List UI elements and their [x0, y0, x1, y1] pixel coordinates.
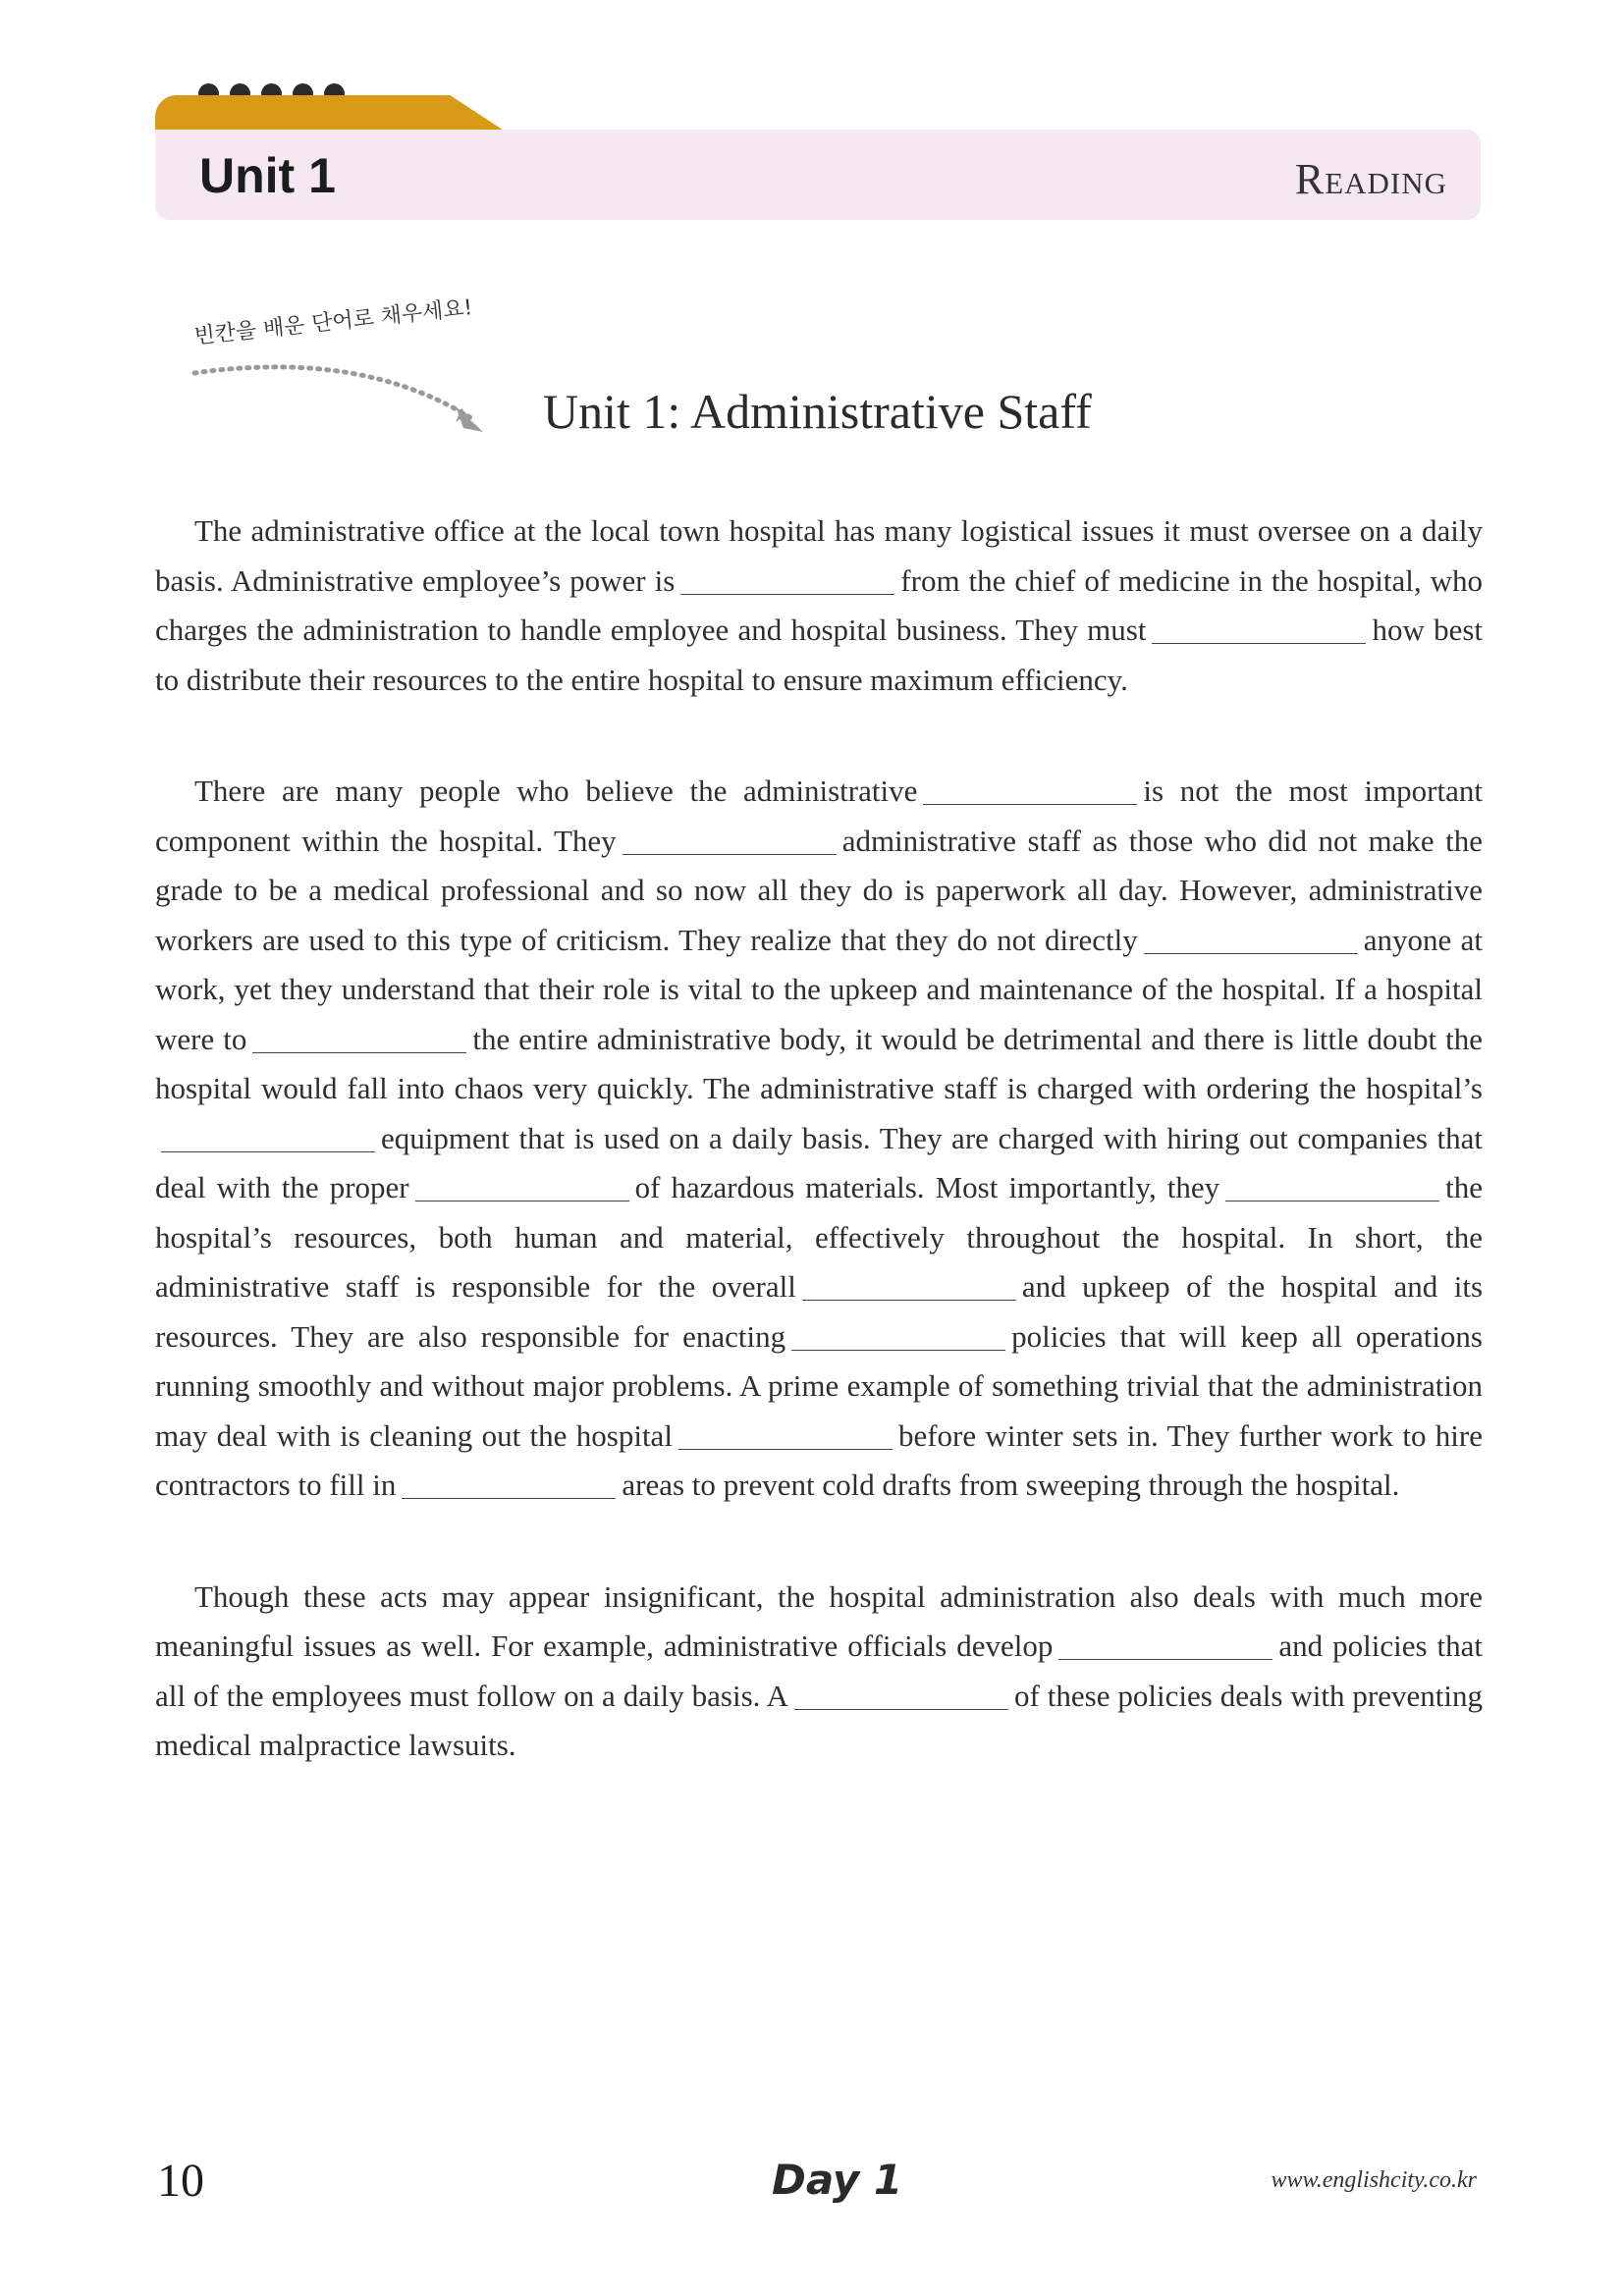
- fill-in-blank[interactable]: [415, 1170, 629, 1201]
- day-label: Day 1: [772, 2156, 903, 2204]
- text-segment: how best to distribute their resources to the entire hospital to ensure maximum efficiency.: [155, 613, 1484, 697]
- fill-in-blank[interactable]: [1152, 613, 1366, 644]
- paragraph-3: [155, 1573, 1483, 1771]
- text-segment: is not the most important component within the hospital. They: [155, 774, 1483, 858]
- reading-passage: [155, 507, 1483, 1771]
- fill-in-blank[interactable]: [794, 1679, 1008, 1710]
- fill-in-blank[interactable]: [252, 1022, 466, 1053]
- text-segment: and policies that all of the employees must follow on a daily basis. A: [155, 1629, 1483, 1713]
- section-label: Reading: [1294, 155, 1447, 203]
- instruction: [185, 295, 509, 440]
- fill-in-blank[interactable]: [680, 563, 894, 595]
- instruction-text: 빈칸을 배운 단어로 채우세요!: [192, 295, 474, 349]
- fill-in-blank[interactable]: [623, 824, 837, 855]
- text-segment: areas to prevent cold drafts from sweeping through the hospital.: [622, 1468, 1400, 1502]
- text-segment: administrative staff as those who did not make the grade to be a medical professional and so now all they do is paperwork all day. However, administrative workers are used to this type of criticism. They realize that they do not directly: [155, 823, 1484, 957]
- fill-in-blank[interactable]: [161, 1121, 375, 1152]
- fill-in-blank[interactable]: [678, 1418, 893, 1450]
- fill-in-blank[interactable]: [402, 1468, 616, 1499]
- text-segment: the entire administrative body, it would be detrimental and there is little doubt the hospital would fall into chaos very quickly. The administrative staff is charged with ordering the hospital’s: [155, 1021, 1484, 1105]
- header-bar: [155, 130, 1481, 220]
- curved-arrow-icon: [185, 312, 509, 440]
- text-segment: of hazardous materials. Most importantly, they: [634, 1170, 1220, 1204]
- text-segment: from the chief of medicine in the hospital, who charges the administration to handle employee and hospital business. They must: [155, 562, 1484, 647]
- text-segment: anyone at work, yet they understand that their role is vital to the upkeep and maintenance of the hospital. If a hospital were to: [155, 922, 1483, 1056]
- text-segment: and upkeep of the hospital and its resources. They are also responsible for enacting: [155, 1269, 1484, 1354]
- text-segment: There are many people who believe the administrative: [194, 774, 918, 808]
- text-segment: Though these acts may appear insignificant, the hospital administration also deals with much more meaningful issues as well. For example, administrative officials develop: [155, 1578, 1483, 1663]
- fill-in-blank[interactable]: [923, 774, 1137, 805]
- fill-in-blank[interactable]: [802, 1269, 1016, 1301]
- paragraph-2: [155, 767, 1483, 1511]
- text-segment: before winter sets in. They further work to hire contractors to fill in: [155, 1417, 1483, 1502]
- website-url: www.englishcity.co.kr: [1271, 2167, 1477, 2193]
- paragraph-1: [155, 507, 1483, 705]
- fill-in-blank[interactable]: [1225, 1170, 1439, 1201]
- text-segment: policies that will keep all operations running smoothly and without major problems. A prime example of something trivial that the administration may deal with is cleaning out the hospital: [155, 1318, 1483, 1453]
- fill-in-blank[interactable]: [1144, 923, 1358, 954]
- text-segment: The administrative office at the local town hospital has many logistical issues it must oversee on a daily basis. Administrative employee’s power is: [155, 513, 1483, 598]
- unit-label: Unit 1: [199, 148, 336, 203]
- text-segment: the hospital’s resources, both human and material, effectively throughout the hospital. In short, the administrative staff is responsible for the overall: [155, 1170, 1483, 1304]
- text-segment: of these policies deals with preventing medical malpractice lawsuits.: [155, 1678, 1483, 1762]
- page-number: 10: [157, 2155, 204, 2207]
- page-title: Unit 1: Administrative Staff: [543, 384, 1092, 439]
- fill-in-blank[interactable]: [1058, 1629, 1272, 1660]
- text-segment: equipment that is used on a daily basis. They are charged with hiring out companies that deal with the proper: [155, 1120, 1483, 1204]
- fill-in-blank[interactable]: [791, 1319, 1005, 1351]
